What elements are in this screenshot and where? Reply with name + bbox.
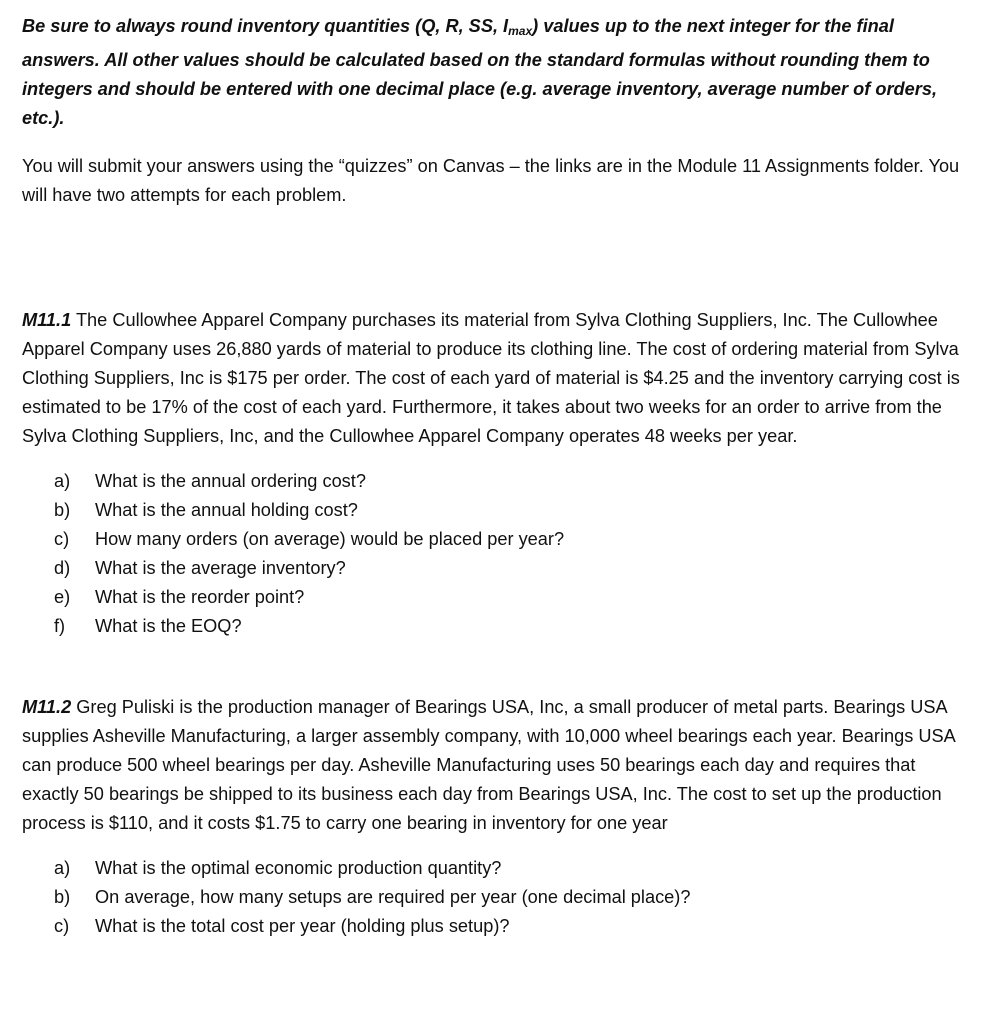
question-text: What is the optimal economic production quantity?	[95, 858, 502, 878]
question-item	[22, 912, 962, 941]
question-text: What is the annual ordering cost?	[95, 471, 366, 491]
question-text: What is the total cost per year (holding plus setup)?	[95, 916, 510, 936]
rounding-instructions	[22, 12, 962, 133]
problem-id: M11.1	[22, 310, 72, 330]
question-item	[22, 496, 962, 525]
question-text: On average, how many setups are required per year (one decimal place)?	[95, 887, 691, 907]
problem-m11-1	[22, 306, 962, 641]
problem-text: Greg Puliski is the production manager of Bearings USA, Inc, a small producer of metal parts. Bearings USA supplies Asheville Manufacturing, a larger assembly company, with 10,000 wheel bearings each year. Bearings USA can produce 500 wheel bearings per day. Asheville Manufacturing uses 50 bearings each day and requires that exactly 50 bearings be shipped to its business each day from Bearings USA, Inc. The cost to set up the production process is $110, and it costs $1.75 to carry one bearing in inventory for one year	[22, 697, 955, 833]
question-letter: f)	[54, 616, 66, 636]
question-text: How many orders (on average) would be placed per year?	[95, 529, 565, 549]
question-item	[22, 854, 962, 883]
question-letter: b)	[54, 887, 71, 907]
question-item	[22, 583, 962, 612]
question-text: What is the average inventory?	[95, 558, 346, 578]
question-list	[22, 854, 962, 941]
problem-m11-2	[22, 693, 962, 941]
document-page	[22, 12, 962, 941]
imax-subscript: max	[508, 24, 533, 38]
problem-id: M11.2	[22, 697, 72, 717]
problem-text: The Cullowhee Apparel Company purchases its material from Sylva Clothing Suppliers, Inc. The Cullowhee Apparel Company uses 26,880 yards of material to produce its clothing line. The cost of ordering material from Sylva Clothing Suppliers, Inc is $175 per order. The cost of each yard of material is $4.25 and the inventory carrying cost is estimated to be 17% of the cost of each yard. Furthermore, it takes about two weeks for an order to arrive from the Sylva Clothing Suppliers, Inc, and the Cullowhee Apparel Company operates 48 weeks per year.	[22, 310, 960, 446]
question-letter: c)	[54, 529, 70, 549]
question-letter: d)	[54, 558, 71, 578]
question-letter: c)	[54, 916, 70, 936]
question-letter: a)	[54, 858, 71, 878]
question-letter: b)	[54, 500, 71, 520]
question-item	[22, 612, 962, 641]
question-letter: e)	[54, 587, 71, 607]
question-letter: a)	[54, 471, 71, 491]
question-text: What is the EOQ?	[95, 616, 242, 636]
question-list	[22, 467, 962, 641]
question-item	[22, 883, 962, 912]
rounding-text-end: ) values up to the next integer for the final answers. All other values should be calculated based on the standard formulas without rounding them to integers and should be entered with one decimal place (e.g. average inventory, average number of orders, etc.).	[22, 16, 938, 128]
question-item	[22, 467, 962, 496]
rounding-text-start: Be sure to always round inventory quantities (Q, R, SS, I	[22, 16, 509, 36]
problem-statement	[22, 693, 962, 838]
problem-statement	[22, 306, 962, 451]
question-text: What is the annual holding cost?	[95, 500, 358, 520]
question-item	[22, 554, 962, 583]
question-text: What is the reorder point?	[95, 587, 305, 607]
question-item	[22, 525, 962, 554]
submission-instructions: You will submit your answers using the “quizzes” on Canvas – the links are in the Module 11 Assignments folder. You will have two attempts for each problem.	[22, 156, 960, 205]
